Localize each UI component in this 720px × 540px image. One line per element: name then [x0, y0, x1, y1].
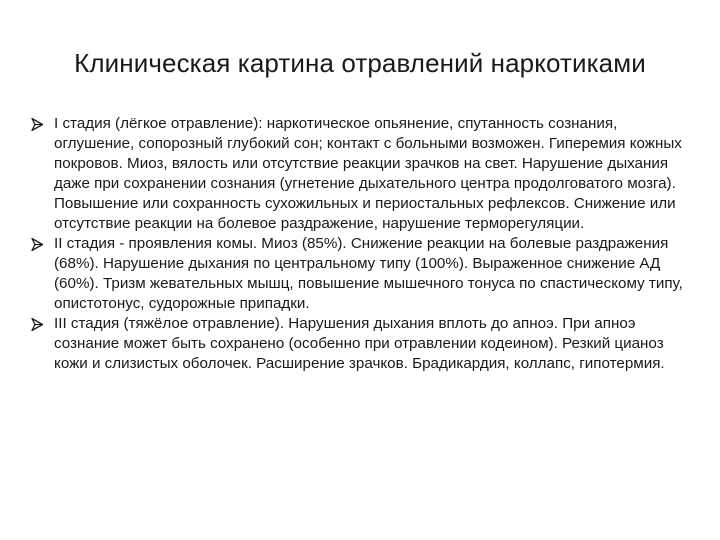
- bullet-list: [28, 114, 696, 374]
- slide-title: Клиническая картина отравлений наркотиками: [74, 48, 646, 78]
- arrowhead-bullet-icon: [28, 314, 46, 334]
- list-item: [28, 114, 696, 234]
- list-item: [28, 314, 696, 374]
- bullet-text: I стадия (лёгкое отравление): наркотическое опьянение, спутанность сознания, оглушение, сопорозный глубокий сон; контакт с больными возможен. Гиперемия кожных покровов. Миоз, вялость или отсутствие реакции зрачков на свет. Нарушение дыхания даже при сохранении сознания (угнетение дыхательного центра продолговатого мозга). Повышение или сохранность сухожильных и периостальных рефлексов. Снижение или отсутствие реакции на болевое раздражение, нарушение терморегуляции.: [54, 115, 682, 232]
- bullet-text: II стадия - проявления комы. Миоз (85%). Снижение реакции на болевые раздражения (68%). Нарушение дыхания по центральному типу (100%). Выраженное снижение АД (60%). Тризм жевательных мышц, повышение мышечного тонуса по спастическому типу, опистотонус, судорожные припадки.: [54, 235, 683, 312]
- arrowhead-bullet-icon: [28, 234, 46, 254]
- arrowhead-bullet-icon: [28, 114, 46, 134]
- list-item: [28, 234, 696, 314]
- bullet-text: III стадия (тяжёлое отравление). Нарушения дыхания вплоть до апноэ. При апноэ сознание может быть сохранено (особенно при отравлении кодеином). Резкий цианоз кожи и слизистых оболочек. Расширение зрачков. Брадикардия, коллапс, гипотермия.: [54, 315, 665, 372]
